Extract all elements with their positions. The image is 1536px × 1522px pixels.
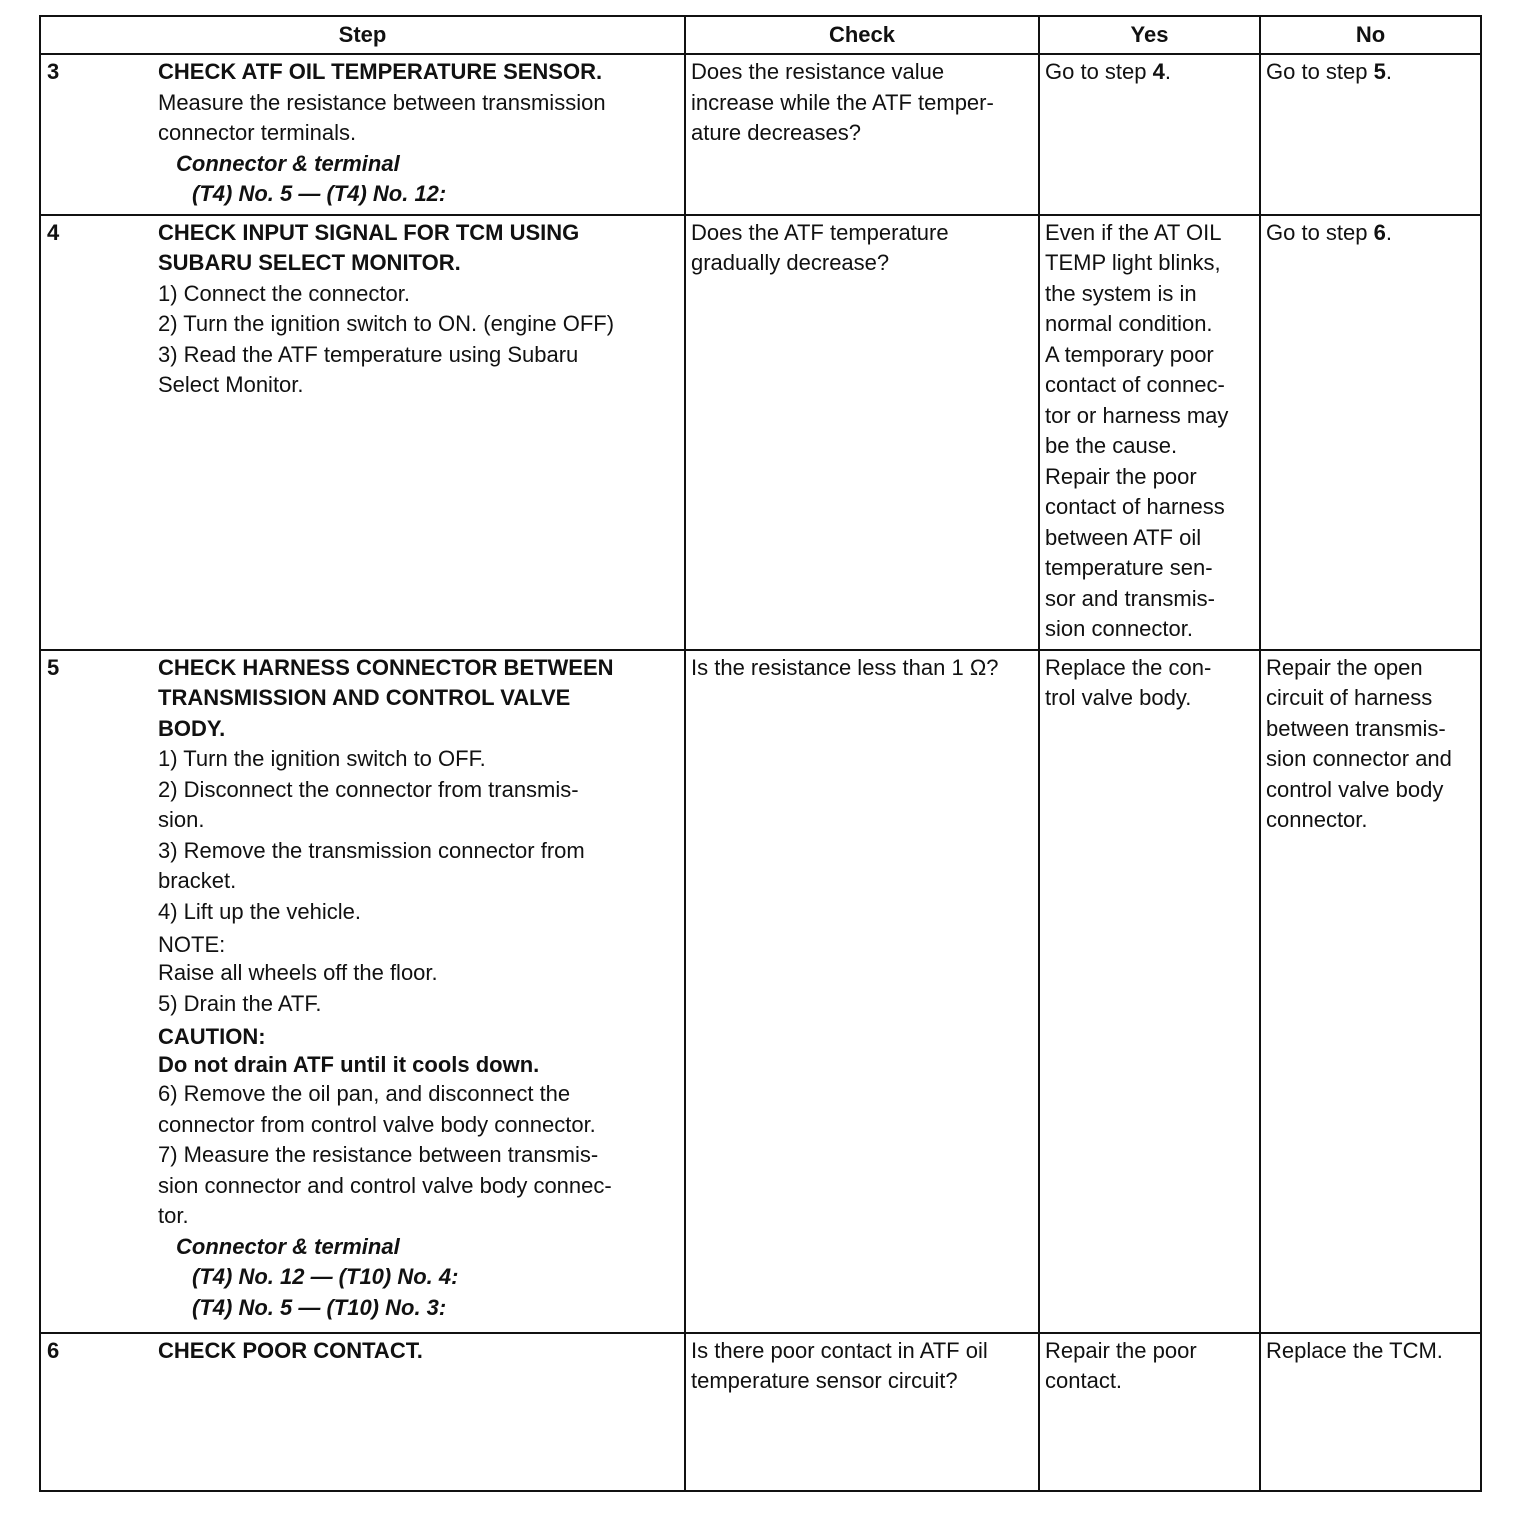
step-content (158, 54, 685, 215)
yes-line: TEMP light blinks, (1045, 250, 1221, 275)
step-title: SUBARU SELECT MONITOR. (158, 250, 461, 275)
step-line: 3) Remove the transmission connector from (158, 837, 585, 863)
step-line: tor. (158, 1203, 189, 1228)
step-title: TRANSMISSION AND CONTROL VALVE (158, 685, 571, 710)
no-line: Replace the TCM. (1266, 1337, 1443, 1363)
yes-cell (1039, 1333, 1260, 1491)
no-text: Go to step (1266, 59, 1374, 84)
header-yes: Yes (1039, 16, 1260, 54)
no-line: between transmis- (1266, 715, 1446, 741)
yes-line: A temporary poor (1045, 341, 1214, 367)
header-check: Check (685, 16, 1039, 54)
yes-line: contact. (1045, 1368, 1123, 1393)
step-number: 4 (40, 215, 158, 650)
step-line: 1) Turn the ignition switch to OFF. (158, 746, 486, 771)
step-title: CHECK ATF OIL TEMPERATURE SENSOR. (158, 59, 603, 84)
check-line: ature decreases? (691, 120, 861, 145)
connector-value: (T4) No. 5 — (T10) No. 3: (192, 1294, 447, 1320)
step-line: bracket. (158, 868, 237, 893)
no-text: Go to step (1266, 219, 1374, 245)
header-no: No (1260, 16, 1481, 54)
no-period: . (1385, 219, 1392, 245)
step-line: 7) Measure the resistance between transmis- (158, 1142, 599, 1167)
step-title: CHECK INPUT SIGNAL FOR TCM USING (158, 219, 580, 245)
note-label: NOTE: (158, 932, 226, 957)
table-row-step-6 (40, 1333, 1481, 1491)
yes-line: sion connector. (1045, 616, 1193, 641)
no-line: circuit of harness (1266, 685, 1433, 710)
table-header-row (40, 16, 1481, 54)
check-line: Does the resistance value (691, 59, 945, 84)
yes-line: be the cause. (1045, 433, 1178, 458)
check-line: Does the ATF temperature (691, 219, 949, 245)
check-line: temperature sensor circuit? (691, 1368, 958, 1393)
check-line: gradually decrease? (691, 250, 890, 275)
yes-line: trol valve body. (1045, 685, 1192, 710)
caution-text: Do not drain ATF until it cools down. (158, 1052, 540, 1077)
step-line: Select Monitor. (158, 372, 304, 397)
table-row-step-3 (40, 54, 1481, 215)
step-number: 5 (40, 650, 158, 1333)
connector-value: (T4) No. 12 — (T10) No. 4: (192, 1264, 459, 1289)
step-content (158, 1333, 685, 1491)
step-line: 2) Disconnect the connector from transmis- (158, 776, 579, 802)
no-step-ref: 6 (1373, 219, 1386, 245)
yes-line: normal condition. (1045, 311, 1213, 336)
check-cell (685, 215, 1039, 650)
step-title: CHECK POOR CONTACT. (158, 1337, 423, 1363)
no-period: . (1385, 59, 1392, 84)
yes-line: tor or harness may (1045, 402, 1229, 428)
yes-line: Even if the AT OIL (1045, 219, 1222, 245)
header-step: Step (40, 16, 685, 54)
step-line: sion. (158, 807, 205, 832)
step-content (158, 215, 685, 650)
no-line: connector. (1266, 807, 1368, 832)
step-title: CHECK HARNESS CONNECTOR BETWEEN (158, 654, 614, 680)
yes-line: the system is in (1045, 280, 1197, 306)
no-cell (1260, 215, 1481, 650)
no-line: control valve body (1266, 776, 1444, 802)
yes-cell (1039, 215, 1260, 650)
check-cell (685, 1333, 1039, 1491)
step-line: 1) Connect the connector. (158, 280, 410, 306)
step-line: 6) Remove the oil pan, and disconnect the (158, 1081, 571, 1106)
table-row-step-5 (40, 650, 1481, 1333)
step-line: 2) Turn the ignition switch to ON. (engine OFF) (158, 311, 615, 336)
note-text: Raise all wheels off the floor. (158, 960, 438, 985)
yes-line: contact of harness (1045, 494, 1225, 519)
check-line: Is the resistance less than 1 Ω? (691, 654, 999, 680)
no-cell (1260, 650, 1481, 1333)
connector-label: Connector & terminal (176, 1233, 400, 1259)
yes-line: Replace the con- (1045, 654, 1212, 680)
yes-line: between ATF oil (1045, 524, 1202, 550)
yes-period: . (1164, 59, 1171, 84)
check-line: Is there poor contact in ATF oil (691, 1337, 988, 1363)
no-line: Repair the open (1266, 654, 1423, 680)
yes-cell (1039, 650, 1260, 1333)
check-line: increase while the ATF temper- (691, 89, 994, 115)
no-cell (1260, 54, 1481, 215)
check-cell (685, 650, 1039, 1333)
step-number: 6 (40, 1333, 158, 1491)
step-line: 3) Read the ATF temperature using Subaru (158, 341, 579, 367)
yes-line: Repair the poor (1045, 463, 1197, 489)
no-step-ref: 5 (1373, 59, 1386, 84)
yes-cell (1039, 54, 1260, 215)
diagnostic-table (39, 15, 1482, 1492)
connector-label: Connector & terminal (176, 150, 400, 176)
step-line: 4) Lift up the vehicle. (158, 898, 362, 924)
table-row-step-4 (40, 215, 1481, 650)
step-line: sion connector and control valve body connec- (158, 1172, 612, 1198)
check-cell (685, 54, 1039, 215)
no-cell (1260, 1333, 1481, 1491)
yes-line: contact of connec- (1045, 372, 1225, 397)
step-line: Measure the resistance between transmission (158, 89, 606, 115)
caution-label: CAUTION: (158, 1024, 266, 1049)
step-line: connector terminals. (158, 120, 357, 145)
step-title: BODY. (158, 715, 226, 741)
yes-step-ref: 4 (1152, 59, 1165, 84)
step-number: 3 (40, 54, 158, 215)
yes-line: sor and transmis- (1045, 585, 1215, 611)
connector-value: (T4) No. 5 — (T4) No. 12: (192, 181, 447, 206)
step-content (158, 650, 685, 1333)
no-line: sion connector and (1266, 746, 1452, 771)
yes-text: Go to step (1045, 59, 1153, 84)
step-line: connector from control valve body connector. (158, 1111, 596, 1137)
yes-line: temperature sen- (1045, 555, 1213, 580)
step-line: 5) Drain the ATF. (158, 990, 322, 1016)
yes-line: Repair the poor (1045, 1337, 1197, 1363)
